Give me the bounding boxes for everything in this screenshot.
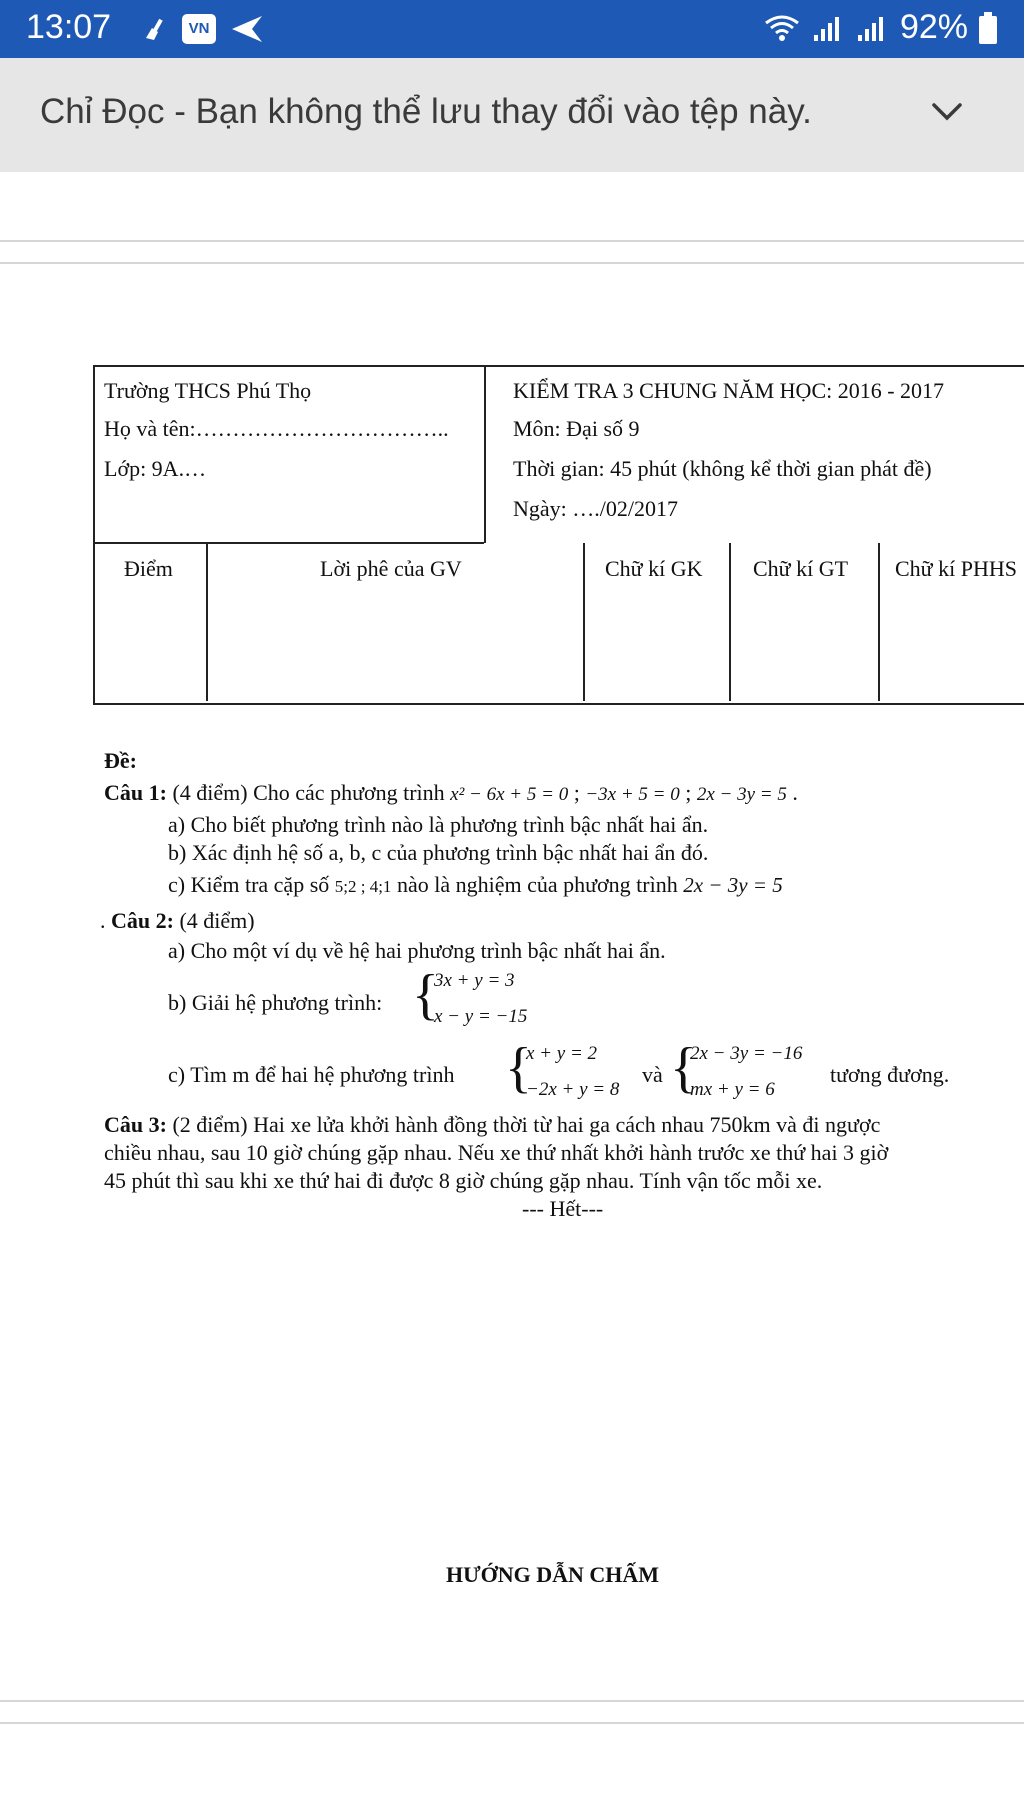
signal-icon — [812, 13, 846, 43]
send-icon — [230, 14, 264, 44]
q1-c-prefix: c) Kiểm tra cặp số — [168, 872, 330, 897]
q1-c-middle: nào là nghiệm của phương trình — [396, 872, 678, 897]
exam-title: KIỂM TRA 3 CHUNG NĂM HỌC: 2016 - 2017 — [513, 378, 945, 403]
q1-eq2: −3x + 5 = 0 — [585, 784, 680, 805]
status-bar — [0, 0, 1024, 58]
page-edge-top — [0, 240, 1024, 242]
question-1 — [104, 780, 798, 806]
q2-c-end: tương đương. — [830, 1062, 950, 1087]
q2-c-sys1-eq2: −2x + y = 8 — [526, 1079, 620, 1100]
q1-part-c — [168, 872, 783, 898]
q2-c-sys1-eq1: x + y = 2 — [526, 1043, 598, 1064]
question-2 — [100, 908, 255, 934]
grade-col-sign-gt: Chữ kí GT — [753, 556, 849, 581]
q1-text: (4 điểm) Cho các phương trình — [172, 780, 445, 805]
status-time: 13:07 — [26, 8, 112, 46]
q3-label: Câu 3: — [104, 1112, 167, 1137]
q1-part-a: a) Cho biết phương trình nào là phương trình bậc nhất hai ẩn. — [168, 812, 709, 837]
q1-c-pairs: 5;2 ; 4;1 — [334, 877, 392, 896]
q2-part-c-label: c) Tìm m để hai hệ phương trình — [168, 1062, 455, 1087]
q2-b-eq1: 3x + y = 3 — [434, 970, 515, 991]
question-3 — [104, 1112, 880, 1138]
q1-c-eq: 2x − 3y = 5 — [683, 873, 783, 897]
school-name: Trường THCS Phú Thọ — [104, 378, 312, 403]
wifi-icon — [762, 13, 802, 43]
signal-icon-2 — [856, 13, 890, 43]
q2-b-brace: { — [412, 964, 439, 1026]
q2-text: (4 điểm) — [179, 908, 255, 933]
grade-col-comment: Lời phê của GV — [320, 556, 462, 581]
q3-line1: (2 điểm) Hai xe lửa khởi hành đồng thời từ hai ga cách nhau 750km và đi ngược — [172, 1112, 881, 1137]
q3-line2: chiều nhau, sau 10 giờ chúng gặp nhau. Nếu xe thứ nhất khởi hành trước xe thứ hai 3 giờ — [104, 1140, 889, 1165]
app-icon: VN — [182, 14, 216, 44]
q2-b-eq2: x − y = −15 — [434, 1006, 528, 1027]
q2-c-brace-2: { — [670, 1037, 697, 1099]
page-edge-bottom-2 — [0, 1722, 1024, 1724]
broom-icon — [142, 16, 168, 42]
q2-label: Câu 2: — [111, 908, 174, 933]
q2-c-sys2-eq2: mx + y = 6 — [690, 1079, 775, 1100]
end-mark: --- Hết--- — [522, 1196, 604, 1221]
grade-divider-1 — [206, 543, 208, 701]
q2-part-a: a) Cho một ví dụ về hệ hai phương trình bậc nhất hai ẩn. — [168, 938, 666, 963]
chevron-down-icon[interactable] — [930, 100, 964, 124]
class-field: Lớp: 9A.… — [104, 456, 207, 481]
subject: Môn: Đại số 9 — [513, 416, 640, 441]
answer-heading: HƯỚNG DẪN CHẤM — [446, 1562, 660, 1587]
header-rule — [93, 542, 484, 544]
grade-divider-3 — [729, 543, 731, 701]
q2-c-and: và — [642, 1062, 663, 1087]
q1-label: Câu 1: — [104, 780, 167, 805]
grade-divider-4 — [878, 543, 880, 701]
q1-part-b: b) Xác định hệ số a, b, c của phương trình bậc nhất hai ẩn đó. — [168, 840, 709, 865]
q1-sep1: ; — [573, 780, 580, 805]
status-right — [762, 8, 998, 47]
q1-sep2: ; — [685, 780, 692, 805]
grade-col-score: Điểm — [124, 556, 173, 581]
read-only-banner[interactable] — [0, 58, 1024, 172]
q2-c-sys2-eq1: 2x − 3y = −16 — [690, 1043, 803, 1064]
q1-eq1: x² − 6x + 5 = 0 — [450, 784, 569, 805]
battery-percent: 92% — [899, 8, 968, 46]
grade-divider-2 — [583, 543, 585, 701]
q2-c-brace-1: { — [505, 1037, 532, 1099]
grade-col-sign-phhs: Chữ kí PHHS — [895, 556, 1017, 581]
page-edge-top-2 — [0, 262, 1024, 264]
q3-line3: 45 phút thì sau khi xe thứ hai đi được 8 giờ chúng gặp nhau. Tính vận tốc mỗi xe. — [104, 1168, 823, 1193]
q1-end: . — [792, 780, 798, 805]
notification-icons — [142, 14, 264, 44]
battery-icon — [978, 12, 998, 44]
q2-prefix: . — [100, 908, 106, 933]
exam-date: Ngày: …./02/2017 — [513, 496, 678, 521]
student-name-field: Họ và tên:…………………………….. — [104, 416, 449, 441]
q2-part-b-label: b) Giải hệ phương trình: — [168, 990, 383, 1015]
page-edge-bottom — [0, 1700, 1024, 1702]
read-only-message: Chỉ Đọc - Bạn không thể lưu thay đổi vào tệp này. — [40, 92, 812, 131]
header-divider — [484, 365, 486, 543]
grade-col-sign-gk: Chữ kí GK — [605, 556, 703, 581]
de-label: Đề: — [104, 748, 137, 773]
duration: Thời gian: 45 phút (không kể thời gian phát đề) — [513, 456, 932, 481]
q1-eq3: 2x − 3y = 5 — [696, 784, 787, 805]
